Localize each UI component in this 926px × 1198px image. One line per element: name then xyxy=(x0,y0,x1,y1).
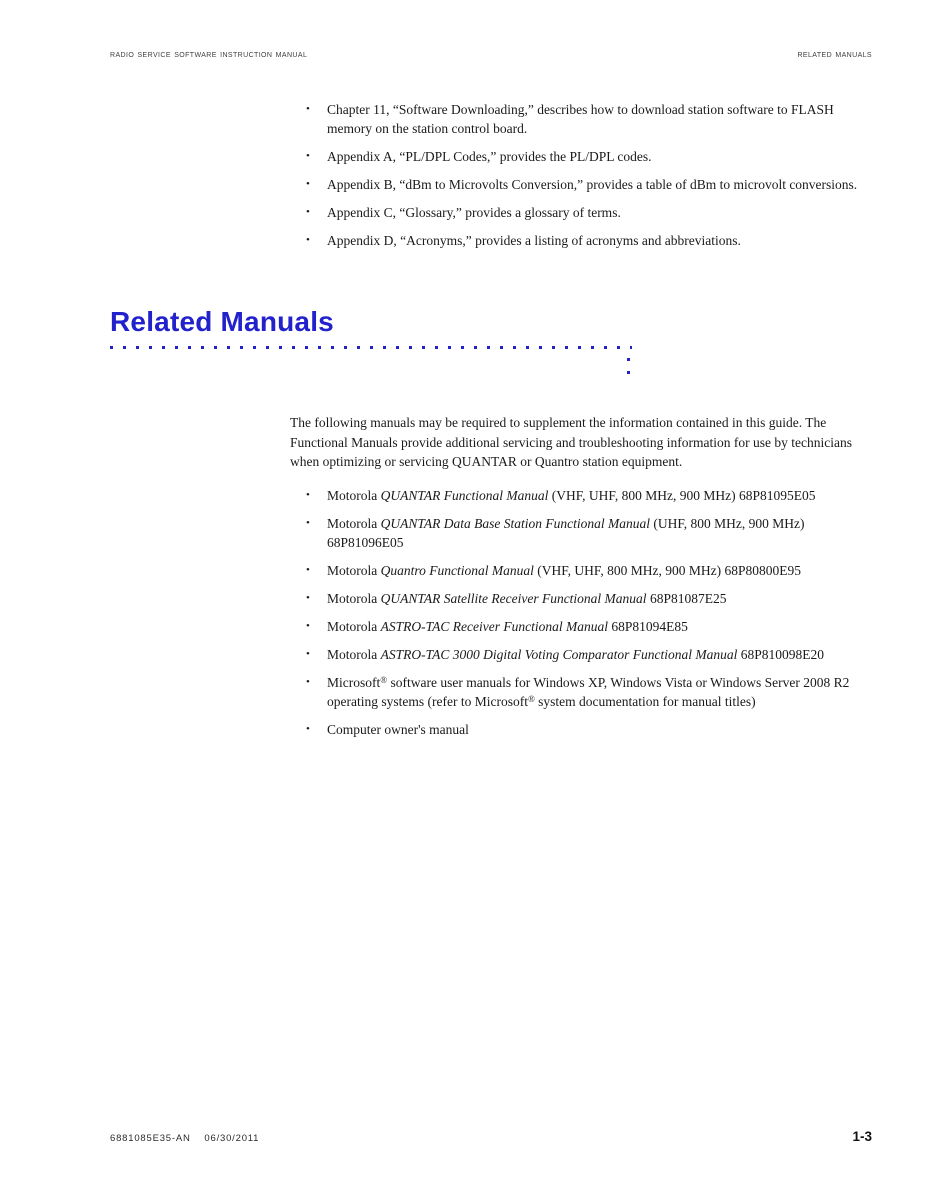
list-item-text xyxy=(327,233,741,248)
manual-title: QUANTAR Functional Manual xyxy=(380,487,549,503)
bullet-marker: • xyxy=(306,488,310,501)
list-item xyxy=(306,231,876,250)
list-item xyxy=(306,589,876,608)
list-item-text xyxy=(327,488,815,503)
bullet-marker: • xyxy=(306,150,310,162)
list-item-text xyxy=(327,722,469,737)
dotted-rule xyxy=(110,346,632,349)
text-run: Motorola xyxy=(327,618,381,634)
text-run: 68P81094E85 xyxy=(607,618,688,634)
list-item xyxy=(306,175,876,194)
list-item xyxy=(306,673,876,711)
registered-mark: ® xyxy=(527,693,535,704)
text-run: Computer owner's manual xyxy=(327,721,469,737)
header-section-name: related manuals xyxy=(797,48,872,60)
bullet-marker: • xyxy=(306,206,310,218)
list-item-text xyxy=(327,647,824,662)
header-document-title: radio service software instruction manual xyxy=(110,48,308,60)
list-item xyxy=(306,100,876,138)
dotted-rule-trailing-dots xyxy=(627,358,630,361)
bullet-marker: • xyxy=(306,619,310,632)
text-run: system documentation for manual titles) xyxy=(534,693,756,709)
section-title-rule xyxy=(110,346,635,376)
page-content xyxy=(110,100,876,748)
bullet-marker: • xyxy=(306,675,310,688)
registered-mark: ® xyxy=(380,674,388,685)
bullet-marker: • xyxy=(306,591,310,604)
text-run: software user manuals for Windows XP, Windows Vista or Windows Server 2008 R2 operating systems (refer to Microsoft xyxy=(327,674,850,709)
text-run: (VHF, UHF, 800 MHz, 900 MHz) 68P80800E95 xyxy=(533,562,801,578)
text-run: Appendix A, “PL/DPL Codes,” provides the PL/DPL codes. xyxy=(327,149,652,164)
list-item-text xyxy=(327,591,726,606)
list-item-text xyxy=(327,675,849,709)
bullet-marker: • xyxy=(306,234,310,246)
list-item-text xyxy=(327,102,834,136)
list-item xyxy=(306,203,876,222)
list-item xyxy=(306,561,876,580)
list-item-text xyxy=(327,516,805,550)
footer-page-number: 1-3 xyxy=(852,1129,872,1144)
related-manuals-list xyxy=(110,486,876,739)
text-run: Motorola xyxy=(327,562,381,578)
list-item xyxy=(306,514,876,552)
manual-title: ASTRO-TAC Receiver Functional Manual xyxy=(380,618,608,634)
manual-title: ASTRO-TAC 3000 Digital Voting Comparator Functional Manual xyxy=(380,646,738,662)
list-item xyxy=(306,720,876,739)
bullet-marker: • xyxy=(306,103,310,115)
list-item xyxy=(306,617,876,636)
page-header xyxy=(110,48,872,60)
bullet-marker: • xyxy=(306,647,310,660)
bullet-marker: • xyxy=(306,722,310,735)
list-item xyxy=(306,645,876,664)
text-run: Motorola xyxy=(327,590,381,606)
text-run: Appendix C, “Glossary,” provides a glossary of terms. xyxy=(327,205,621,220)
list-item xyxy=(306,147,876,166)
list-item-text xyxy=(327,177,857,192)
manual-title: Quantro Functional Manual xyxy=(380,562,534,578)
page-footer xyxy=(110,1129,872,1144)
text-run: (VHF, UHF, 800 MHz, 900 MHz) 68P81095E05 xyxy=(548,487,816,503)
text-run: Motorola xyxy=(327,515,381,531)
manual-title: QUANTAR Satellite Receiver Functional Manual xyxy=(380,590,647,606)
chapter-overview-list xyxy=(110,100,876,250)
manual-title: QUANTAR Data Base Station Functional Manual xyxy=(380,515,650,531)
text-run: Motorola xyxy=(327,646,381,662)
text-run: Motorola xyxy=(327,487,381,503)
list-item-text xyxy=(327,205,621,220)
text-run: Microsoft xyxy=(327,674,381,690)
text-run: (UHF, 800 MHz, 900 MHz) 68P81096E05 xyxy=(327,515,805,550)
text-run: 68P810098E20 xyxy=(737,646,825,662)
footer-document-number: 6881085E35-AN 06/30/2011 xyxy=(110,1133,260,1144)
list-item xyxy=(306,486,876,505)
list-item-text xyxy=(327,619,688,634)
bullet-marker: • xyxy=(306,516,310,529)
bullet-marker: • xyxy=(306,563,310,576)
text-run: Appendix D, “Acronyms,” provides a listing of acronyms and abbreviations. xyxy=(327,233,741,248)
section-intro-paragraph: The following manuals may be required to supplement the information contained in this guide. The Functional Manuals provide additional servicing and troubleshooting information for use by technicians when optimizing or servicing QUANTAR or Quantro station equipment. xyxy=(290,415,853,469)
bullet-marker: • xyxy=(306,178,310,190)
list-item-text xyxy=(327,563,801,578)
text-run: Appendix B, “dBm to Microvolts Conversion,” provides a table of dBm to microvolt conversions. xyxy=(327,177,858,192)
text-run: 68P81087E25 xyxy=(646,590,727,606)
list-item-text xyxy=(327,149,651,164)
text-run: Chapter 11, “Software Downloading,” describes how to download station software to FLASH memory on the station control board. xyxy=(327,102,834,136)
section-title: Related Manuals xyxy=(110,306,334,337)
